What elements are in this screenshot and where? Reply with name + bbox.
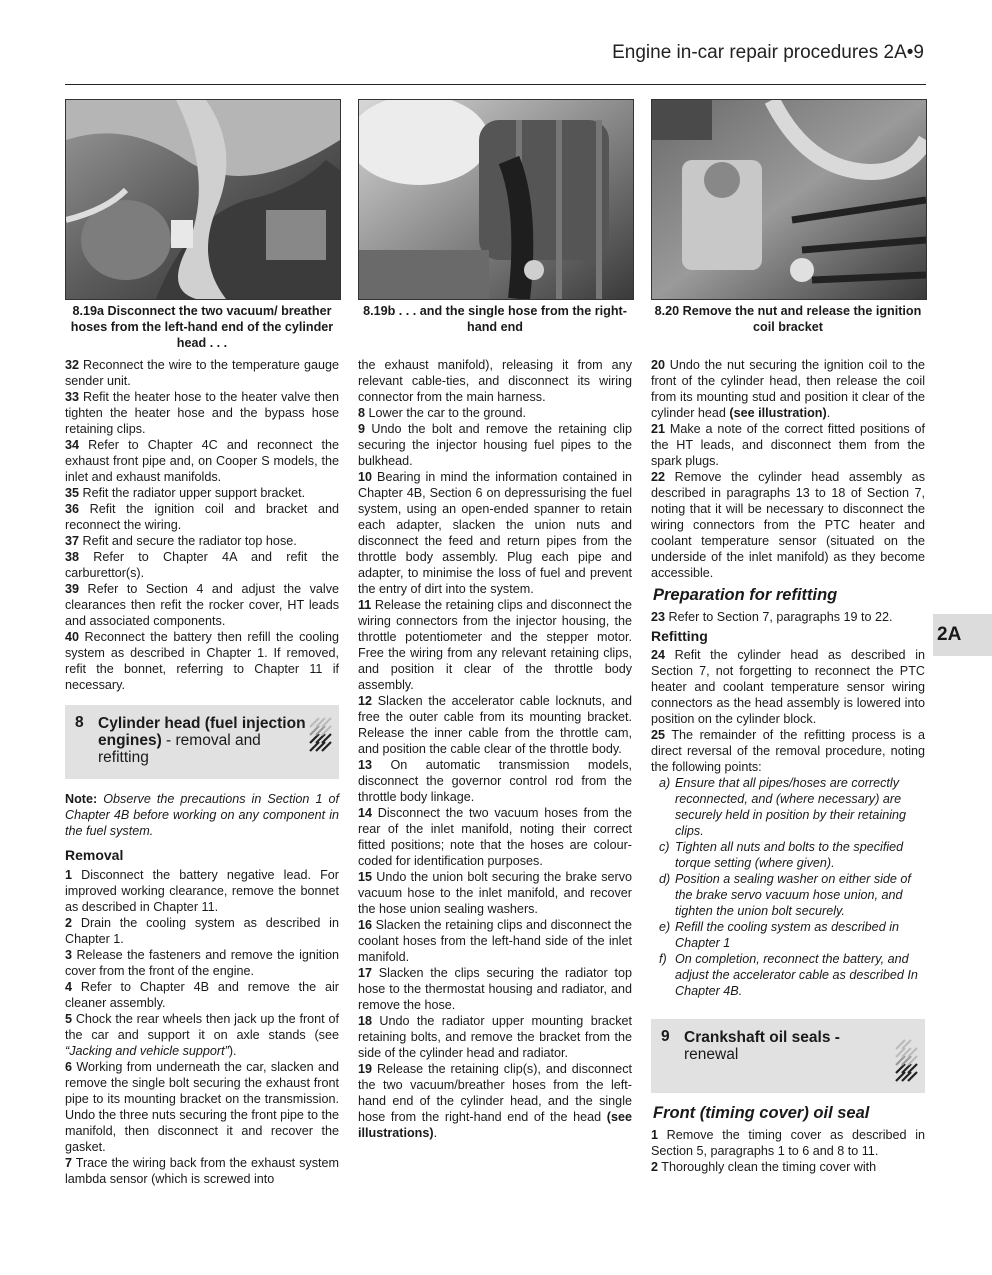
paragraph: 11 Release the retaining clips and disconnect the wiring connectors from the injector housing, the throttle potentiometer and the stepper motor. Free the wiring from any relevant retaining clips, and position it clear of the throttle body assembly. <box>358 598 632 692</box>
paragraph: 9 Undo the bolt and remove the retaining clip securing the injector housing fuel pipes to the bulkhead. <box>358 422 632 468</box>
list-item: a) Ensure that all pipes/hoses are correctly reconnected, and (where necessary) are securely held in position by their retaining clips. <box>659 776 907 838</box>
section-title: Cylinder head (fuel injection engines) - removal and refitting <box>98 715 306 766</box>
paragraph: 7 Trace the wiring back from the exhaust system lambda sensor (which is screwed into <box>65 1156 339 1186</box>
paragraph: 20 Undo the nut securing the ignition coil to the front of the cylinder head, then release the coil from its mounting stud and position it clear of the cylinder head (see illustration). <box>651 358 925 420</box>
paragraph: 40 Reconnect the battery then refill the cooling system as described in Chapter 1. If removed, refit the bonnet, referring to Chapter 11 if necessary. <box>65 630 339 692</box>
paragraph: 15 Undo the union bolt securing the brake servo vacuum hose to the inlet manifold, and recover the hose union sealing washers. <box>358 870 632 916</box>
figure-photo-8-19a <box>65 99 341 300</box>
paragraph: 17 Slacken the clips securing the radiator top hose to the thermostat housing and radiator, and remove the hose. <box>358 966 632 1012</box>
text-column-1 <box>65 357 339 1187</box>
paragraph: 32 Reconnect the wire to the temperature gauge sender unit. <box>65 358 339 388</box>
subheading-refitting: Refitting <box>651 628 708 644</box>
text-column-3 <box>651 357 925 1175</box>
paragraph: 5 Chock the rear wheels then jack up the front of the car and support it on axle stands (see “Jacking and vehicle support”). <box>65 1012 339 1058</box>
heading-front-oil-seal: Front (timing cover) oil seal <box>653 1104 870 1122</box>
paragraph: 36 Refit the ignition coil and bracket and reconnect the wiring. <box>65 502 339 532</box>
paragraph: 6 Working from underneath the car, slacken and remove the single bolt securing the exhaust front pipe to its mounting bracket on the transmission. Undo the three nuts securing the front pipe to the manifold, then disconnect it and recover the gasket. <box>65 1060 339 1154</box>
difficulty-wrench-icon <box>307 713 333 757</box>
section-heading-box <box>651 1019 925 1093</box>
page-header: Engine in-car repair procedures 2A•9 <box>612 42 924 63</box>
section-number: 8 <box>75 714 84 731</box>
section-title: Crankshaft oil seals - renewal <box>684 1029 840 1063</box>
paragraph: 35 Refit the radiator upper support bracket. <box>65 486 306 500</box>
chapter-tab: 2A <box>933 614 992 656</box>
paragraph: 37 Refit and secure the radiator top hose. <box>65 534 297 548</box>
paragraph: 33 Refit the heater hose to the heater valve then tighten the heater hose and the bypass hose retaining clips. <box>65 390 339 436</box>
paragraph: 1 Disconnect the battery negative lead. For improved working clearance, remove the bonnet as described in Chapter 11. <box>65 868 339 914</box>
subheading-removal: Removal <box>65 847 124 863</box>
paragraph: 39 Refer to Section 4 and adjust the valve clearances then refit the rocker cover, HT leads and associated components. <box>65 582 339 628</box>
figure-photo-8-19b <box>358 99 634 300</box>
paragraph: 18 Undo the radiator upper mounting bracket retaining bolts, and remove the bracket from the side of the cylinder head and radiator. <box>358 1014 632 1060</box>
paragraph: 34 Refer to Chapter 4C and reconnect the exhaust front pipe and, on Cooper S models, the inlet and exhaust manifolds. <box>65 438 339 484</box>
paragraph: the exhaust manifold), releasing it from any relevant cable-ties, and disconnect its wiring connector from the main harness. <box>358 358 632 404</box>
figure-caption: 8.19a Disconnect the two vacuum/ breather hoses from the left-hand end of the cylinder head . . . <box>70 304 334 350</box>
note: Note: Observe the precautions in Section 1 of Chapter 4B before working on any component in the fuel system. <box>65 792 339 838</box>
paragraph: 1 Remove the timing cover as described in Section 5, paragraphs 1 to 6 and 8 to 11. <box>651 1128 925 1158</box>
paragraph: 12 Slacken the accelerator cable locknuts, and free the outer cable from its mounting bracket. Release the inner cable from the throttle cam, and position the cable clear of the throttle body. <box>358 694 632 756</box>
text-column-2 <box>358 357 632 1141</box>
list-item: f) On completion, reconnect the battery, and adjust the accelerator cable as described In Chapter 4B. <box>659 952 918 998</box>
paragraph: 38 Refer to Chapter 4A and refit the carburettor(s). <box>65 550 339 580</box>
paragraph: 2 Drain the cooling system as described in Chapter 1. <box>65 916 339 946</box>
refitting-points-list <box>651 775 925 999</box>
section-number: 9 <box>661 1028 670 1045</box>
paragraph: 21 Make a note of the correct fitted positions of the HT leads, and disconnect them from the spark plugs. <box>651 422 925 468</box>
list-item: e) Refill the cooling system as described in Chapter 1 <box>659 920 899 950</box>
paragraph: 24 Refit the cylinder head as described in Section 7, not forgetting to reconnect the PTC heater and coolant temperature sensor wiring connectors as the head assembly is lowered into position on the cylinder block. <box>651 648 925 726</box>
paragraph: 22 Remove the cylinder head assembly as described in paragraphs 13 to 18 of Section 7, noting that it will be necessary to disconnect the wiring connectors from the PTC heater and coolant temperature sensor (situated on the underside of the inlet manifold) as they become accessible. <box>651 470 925 580</box>
paragraph: 10 Bearing in mind the information contained in Chapter 4B, Section 6 on depressurising the fuel system, using an open-ended spanner to retain each adapter, slacken the union nuts and disconnect the feed and return pipes from the throttle body assembly. Plug each pipe and adapter, to minimise the loss of fuel and prevent the entry of dirt into the system. <box>358 470 632 596</box>
paragraph: 25 The remainder of the refitting process is a direct reversal of the removal procedure, noting the following points: <box>651 728 925 774</box>
paragraph: 16 Slacken the retaining clips and disconnect the coolant hoses from the left-hand side of the inlet manifold. <box>358 918 632 964</box>
heading-preparation: Preparation for refitting <box>653 586 838 604</box>
header-rule <box>65 84 926 85</box>
paragraph: 4 Refer to Chapter 4B and remove the air cleaner assembly. <box>65 980 339 1010</box>
list-item: d) Position a sealing washer on either side of the brake servo vacuum hose union, and tighten the union bolt securely. <box>659 872 911 918</box>
paragraph: 3 Release the fasteners and remove the ignition cover from the front of the engine. <box>65 948 339 978</box>
paragraph: 23 Refer to Section 7, paragraphs 19 to 22. <box>651 610 893 624</box>
figure-photo-8-20 <box>651 99 927 300</box>
paragraph: 8 Lower the car to the ground. <box>358 406 527 420</box>
figure-caption: 8.19b . . . and the single hose from the right-hand end <box>363 304 627 334</box>
paragraph: 14 Disconnect the two vacuum hoses from the rear of the inlet manifold, noting their correct fitted positions; note that the hoses are colour-coded for identification purposes. <box>358 806 632 868</box>
difficulty-wrench-icon <box>893 1027 919 1087</box>
section-heading-box <box>65 705 339 779</box>
paragraph: 19 Release the retaining clip(s), and disconnect the two vacuum/breather hoses from the left-hand end of the cylinder head, and the single hose from the right-hand end of the head (see illustrations). <box>358 1062 632 1140</box>
paragraph: 13 On automatic transmission models, disconnect the governor control rod from the throttle body linkage. <box>358 758 632 804</box>
list-item: c) Tighten all nuts and bolts to the specified torque setting (where given). <box>659 840 904 870</box>
paragraph: 2 Thoroughly clean the timing cover with <box>651 1160 877 1174</box>
figure-caption: 8.20 Remove the nut and release the ignition coil bracket <box>654 304 922 334</box>
